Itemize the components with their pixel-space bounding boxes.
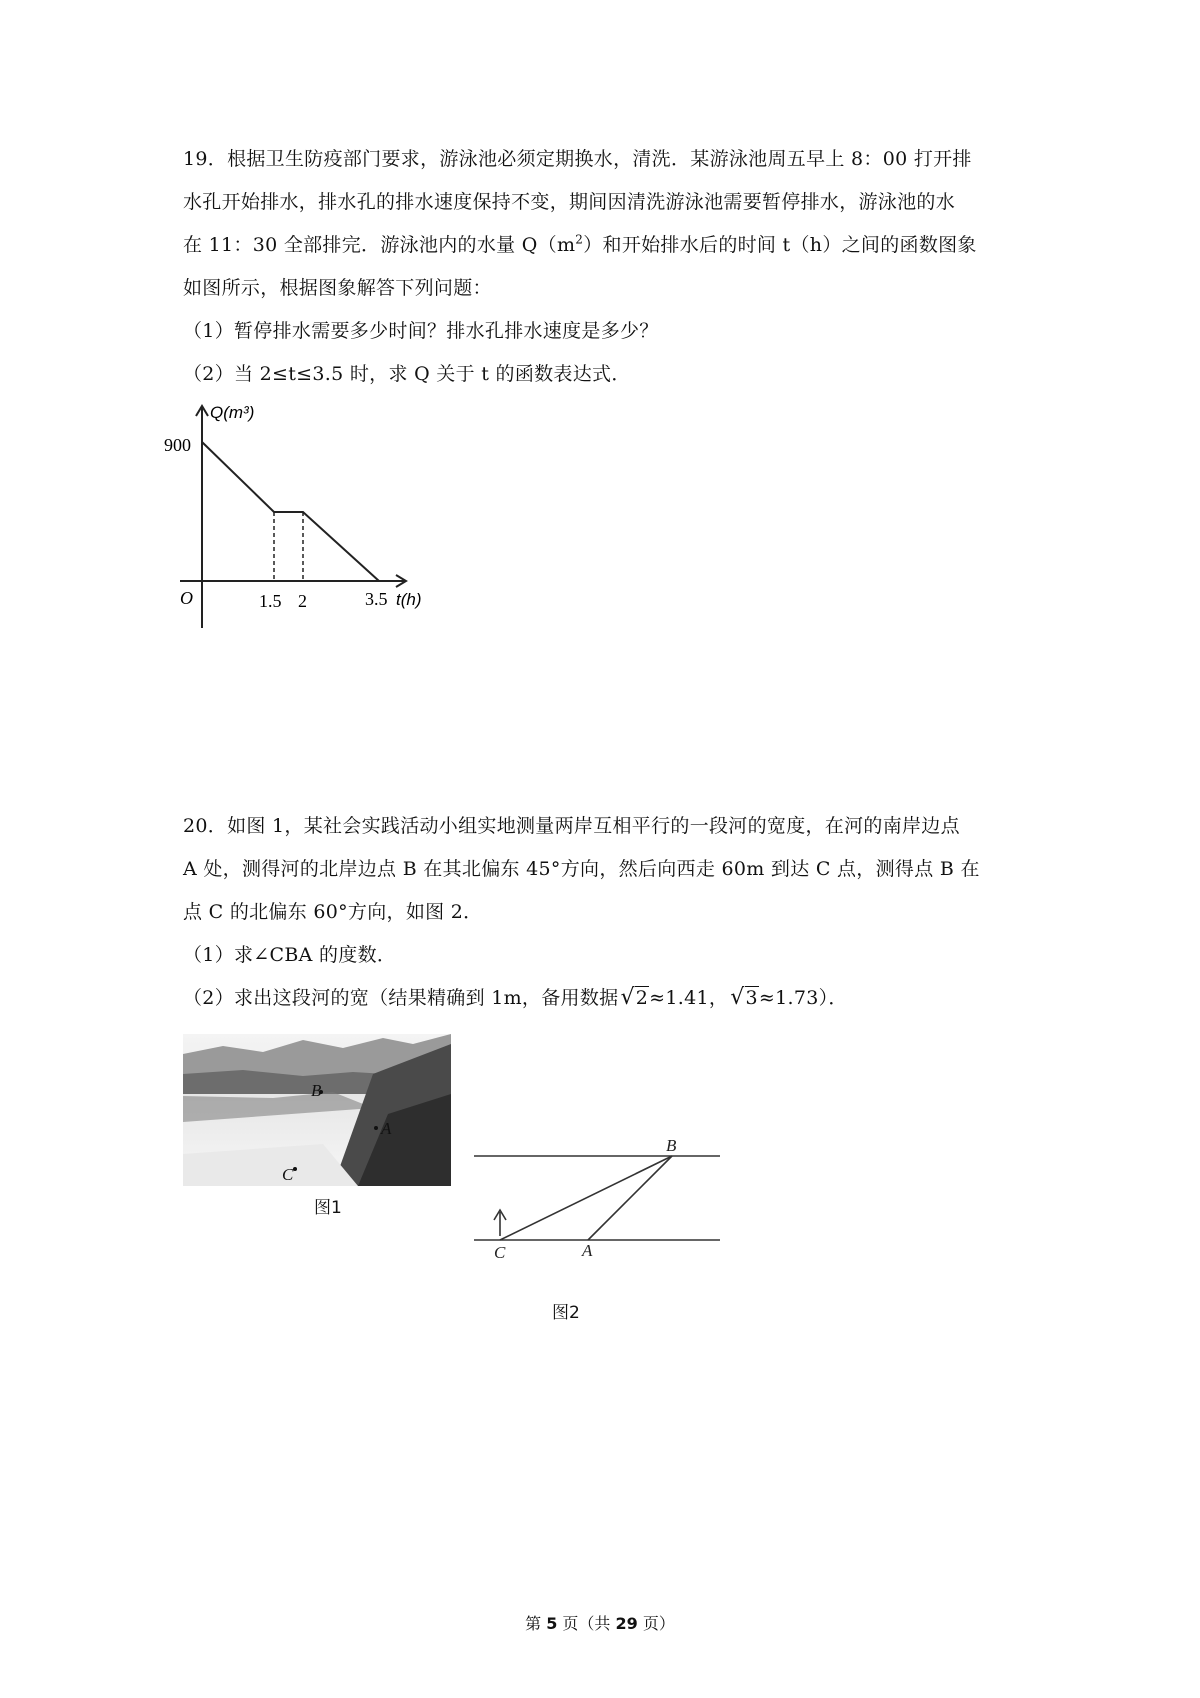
y-axis-label: Q(m³) [210,403,255,422]
q20-part-1: （1）求∠CBA 的度数． [183,944,397,966]
q20-part-2: （2）求出这段河的宽（结果精确到 1m，备用数据√2≈1.41，√3≈1.73）． [183,985,848,1010]
q20-text-line-1: 20．如图 1，某社会实践活动小组实地测量两岸互相平行的一段河的宽度，在河的南岸边点 [183,815,960,837]
diagram-label-b: B [666,1136,677,1155]
total-pages: 29 [615,1614,638,1633]
diagram-label-c: C [494,1243,506,1262]
sqrt-2: √2 [620,985,649,1010]
x-axis-label: t(h) [396,590,422,609]
q19-text-line-4: 如图所示，根据图象解答下列问题： [183,277,492,299]
river-photo [183,1034,451,1186]
page-footer: 第 5 页（共 29 页） [525,1614,675,1633]
photo-label-a: A [381,1119,392,1138]
q20-text-line-2: A 处，测得河的北岸边点 B 在其北偏东 45°方向，然后向西走 60m 到达 C 点，测得点 B 在 [183,858,980,880]
photo-label-b: B [311,1081,322,1100]
fig1-caption: 图1 [314,1198,342,1218]
q19-text-line-1: 19．根据卫生防疫部门要求，游泳池必须定期换水，清洗．某游泳池周五早上 8：00 打开排 [183,148,972,170]
q19-function-graph [164,400,440,630]
q19-part-1: （1）暂停排水需要多少时间？排水孔排水速度是多少？ [183,320,659,342]
river-geometry-diagram [474,1136,720,1262]
point-a-marker [374,1126,378,1130]
q19-part-2: （2）当 2≤t≤3.5 时，求 Q 关于 t 的函数表达式． [183,363,631,385]
sqrt-3: √3 [730,985,758,1010]
origin-label: O [180,588,193,608]
q20-text-line-3: 点 C 的北偏东 60°方向，如图 2． [183,901,483,923]
q19-text-line-2: 水孔开始排水，排水孔的排水速度保持不变，期间因清洗游泳池需要暂停排水，游泳池的水 [183,191,956,213]
diagram-label-a: A [582,1241,593,1260]
x-tick-2: 2 [298,591,307,611]
photo-label-c: C [282,1165,294,1184]
segment-cb [500,1156,672,1240]
x-tick-1.5: 1.5 [259,591,282,611]
point-c-marker [293,1167,297,1171]
water-volume-line [202,442,379,581]
q19-text-line-3: 在 11：30 全部排完．游泳池内的水量 $Q(m^2)$和开始排水后的时间 t（h）之间的函数图象 [183,232,977,256]
segment-ab [588,1156,672,1240]
page-number: 5 [546,1614,558,1633]
fig2-caption: 图2 [552,1303,580,1323]
y-tick-900: 900 [164,435,191,455]
x-tick-3.5: 3.5 [365,589,388,609]
